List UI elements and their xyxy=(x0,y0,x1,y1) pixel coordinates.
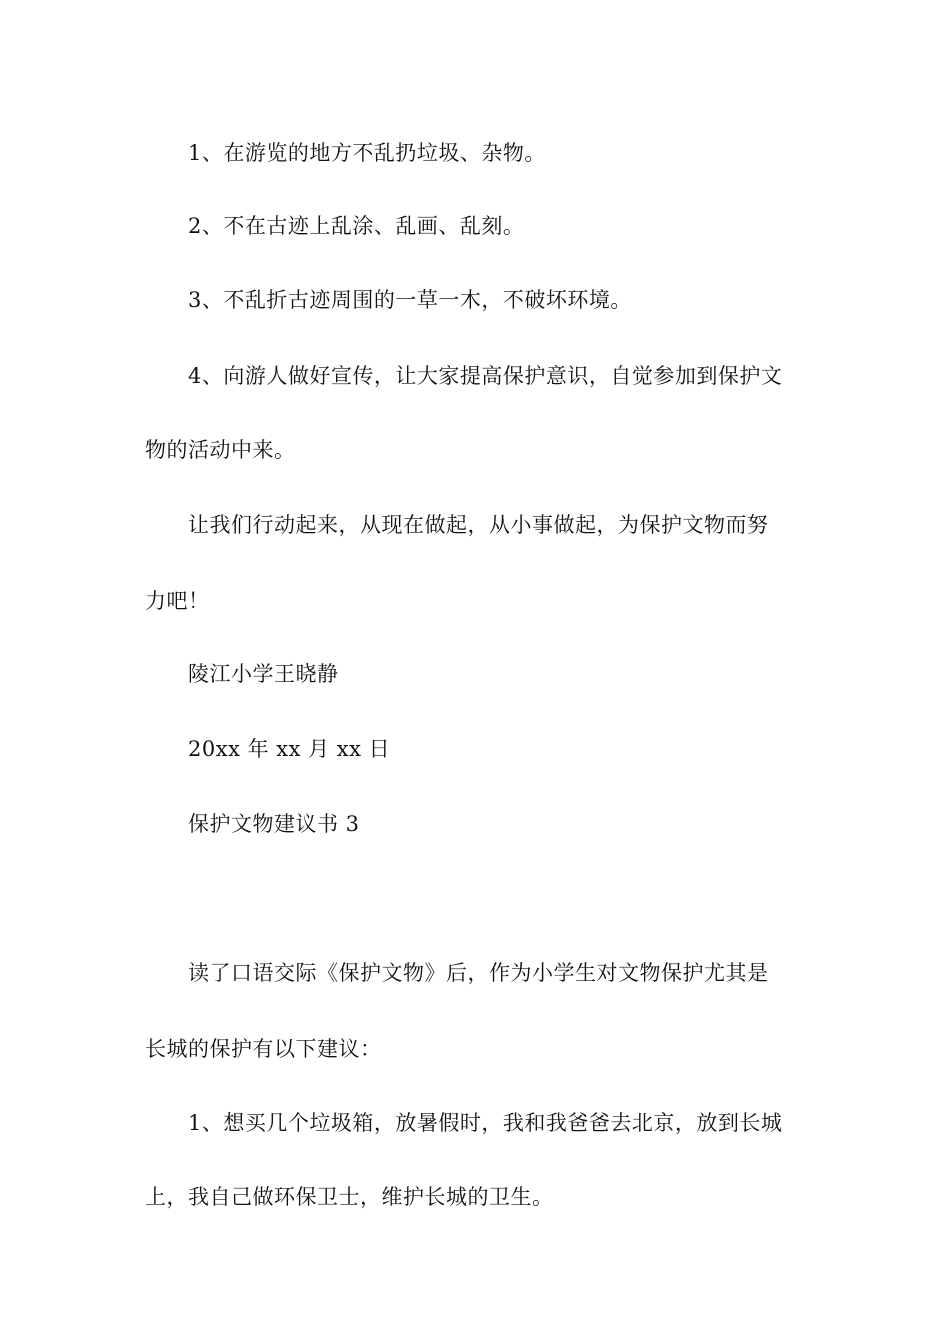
call-to-action-line-2: 力吧！ xyxy=(145,589,210,613)
paragraph-rule-4-line-1: 4、向游人做好宣传，让大家提高保护意识，自觉参加到保护文 xyxy=(188,364,783,388)
paragraph-rule-3: 3、不乱折古迹周围的一草一木，不破坏环境。 xyxy=(188,288,632,312)
call-to-action-line-1: 让我们行动起来，从现在做起，从小事做起，为保护文物而努 xyxy=(188,513,769,537)
intro-paragraph-line-1: 读了口语交际《保护文物》后，作为小学生对文物保护尤其是 xyxy=(188,961,769,985)
paragraph-rule-4-line-2: 物的活动中来。 xyxy=(145,438,296,462)
intro-paragraph-line-2: 长城的保护有以下建议： xyxy=(145,1037,382,1061)
suggestion-1-line-1: 1、想买几个垃圾箱，放暑假时，我和我爸爸去北京，放到长城 xyxy=(188,1111,783,1135)
suggestion-1-line-2: 上，我自己做环保卫士，维护长城的卫生。 xyxy=(145,1185,554,1209)
paragraph-rule-2: 2、不在古迹上乱涂、乱画、乱刻。 xyxy=(188,214,525,238)
paragraph-rule-1: 1、在游览的地方不乱扔垃圾、杂物。 xyxy=(188,141,546,165)
section-title: 保护文物建议书 3 xyxy=(188,812,360,836)
date-line: 20xx 年 xx 月 xx 日 xyxy=(188,737,391,761)
author-signature: 陵江小学王晓静 xyxy=(188,662,339,686)
